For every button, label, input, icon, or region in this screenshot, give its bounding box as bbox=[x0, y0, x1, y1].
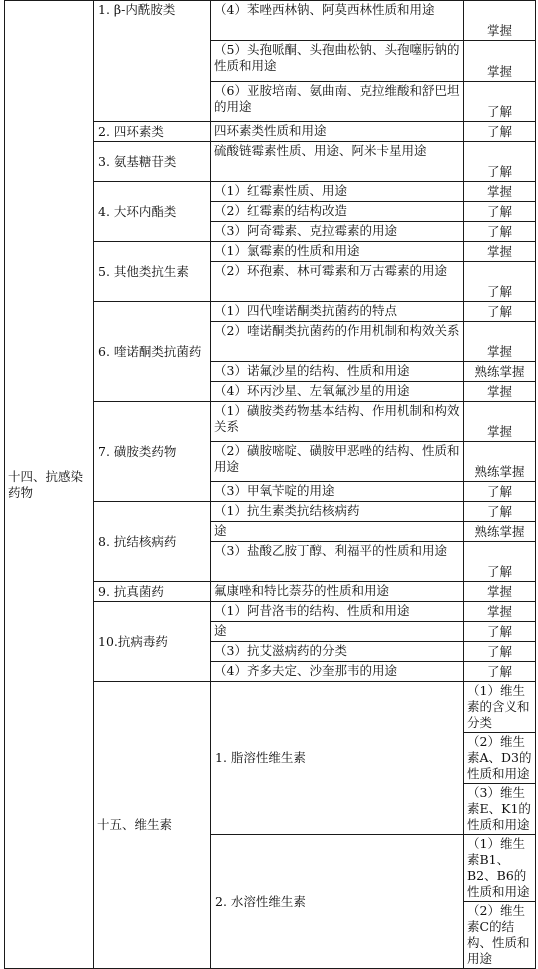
content-cell: 四环素类性质和用途 bbox=[211, 122, 464, 142]
requirement-cell: 掌握 bbox=[464, 402, 536, 442]
content-cell: （2）红霉素的结构改造 bbox=[211, 202, 464, 222]
topic-cell: 1. 脂溶性维生素 bbox=[211, 682, 464, 835]
topic-cell: 6. 喹诺酮类抗菌药 bbox=[94, 302, 211, 402]
requirement-cell: 了解 bbox=[464, 642, 536, 662]
content-cell: （4）齐多夫定、沙奎那韦的用途 bbox=[211, 662, 464, 682]
requirement-cell: 了解 bbox=[464, 202, 536, 222]
requirement-cell: 了解 bbox=[464, 262, 536, 302]
content-cell: 氟康唑和特比萘芬的性质和用途 bbox=[211, 582, 464, 602]
content-cell: （4）环丙沙星、左氧氟沙星的用途 bbox=[211, 382, 464, 402]
table-row bbox=[5, 1, 536, 41]
content-cell: （5）头孢哌酮、头孢曲松钠、头孢噻肟钠的性质和用途 bbox=[211, 41, 464, 82]
topic-cell: 8. 抗结核病药 bbox=[94, 502, 211, 582]
requirement-cell: 掌握 bbox=[464, 602, 536, 622]
requirement-cell: 掌握 bbox=[464, 322, 536, 362]
requirement-cell: 了解 bbox=[464, 622, 536, 642]
content-cell: （1）阿昔洛韦的结构、性质和用途 bbox=[211, 602, 464, 622]
requirement-cell: 了解 bbox=[464, 542, 536, 582]
topic-cell: 2. 水溶性维生素 bbox=[211, 835, 464, 969]
requirement-cell: 了解 bbox=[464, 222, 536, 242]
unit-cell: 十五、维生素 bbox=[94, 682, 211, 969]
requirement-cell: 了解 bbox=[464, 502, 536, 522]
content-cell: （4）苯唑西林钠、阿莫西林性质和用途 bbox=[211, 1, 464, 41]
topic-cell: 10.抗病毒药 bbox=[94, 602, 211, 682]
content-cell: （2）维生素C的结构、性质和用途 bbox=[464, 902, 536, 969]
requirement-cell: 了解 bbox=[464, 482, 536, 502]
content-cell: （3）阿奇霉素、克拉霉素的用途 bbox=[211, 222, 464, 242]
topic-cell: 9. 抗真菌药 bbox=[94, 582, 211, 602]
content-cell: （1）氯霉素的性质和用途 bbox=[211, 242, 464, 262]
requirement-cell: 掌握 bbox=[464, 242, 536, 262]
topic-cell: 4. 大环内酯类 bbox=[94, 182, 211, 242]
unit-cell: 十四、抗感染药物 bbox=[5, 1, 94, 969]
content-cell: （1）红霉素性质、用途 bbox=[211, 182, 464, 202]
content-cell: （3）甲氧苄啶的用途 bbox=[211, 482, 464, 502]
requirement-cell: 了解 bbox=[464, 142, 536, 182]
content-cell: 途 bbox=[211, 622, 464, 642]
content-cell: （1）抗生素类抗结核病药 bbox=[211, 502, 464, 522]
content-cell: （3）盐酸乙胺丁醇、利福平的性质和用途 bbox=[211, 542, 464, 582]
content-cell: （3）诺氟沙星的结构、性质和用途 bbox=[211, 362, 464, 382]
topic-cell: 3. 氨基糖苷类 bbox=[94, 142, 211, 182]
content-cell: （1）维生素B1、B2、B6的性质和用途 bbox=[464, 835, 536, 902]
requirement-cell: 熟练掌握 bbox=[464, 522, 536, 542]
content-cell: （2）环孢素、林可霉素和万古霉素的用途 bbox=[211, 262, 464, 302]
topic-cell: 1. β-内酰胺类 bbox=[94, 1, 211, 122]
requirement-cell: 熟练掌握 bbox=[464, 362, 536, 382]
content-cell: 途 bbox=[211, 522, 464, 542]
requirement-cell: 掌握 bbox=[464, 382, 536, 402]
content-cell: （6）亚胺培南、氨曲南、克拉维酸和舒巴坦的用途 bbox=[211, 82, 464, 122]
requirement-cell: 了解 bbox=[464, 302, 536, 322]
content-cell: （2）喹诺酮类抗菌药的作用机制和构效关系 bbox=[211, 322, 464, 362]
requirement-cell: 掌握 bbox=[464, 41, 536, 82]
requirement-cell: 熟练掌握 bbox=[464, 442, 536, 482]
content-cell: （2）维生素A、D3的性质和用途 bbox=[464, 733, 536, 784]
topic-cell: 2. 四环素类 bbox=[94, 122, 211, 142]
content-cell: （2）磺胺嘧啶、磺胺甲恶唑的结构、性质和用途 bbox=[211, 442, 464, 482]
requirement-cell: 了解 bbox=[464, 662, 536, 682]
requirement-cell: 掌握 bbox=[464, 182, 536, 202]
content-cell: （1）磺胺类药物基本结构、作用机制和构效关系 bbox=[211, 402, 464, 442]
content-cell: （3）抗艾滋病药的分类 bbox=[211, 642, 464, 662]
requirement-cell: 掌握 bbox=[464, 1, 536, 41]
requirement-cell: 了解 bbox=[464, 82, 536, 122]
syllabus-table bbox=[4, 0, 536, 969]
content-cell: （3）维生素E、K1的性质和用途 bbox=[464, 784, 536, 835]
requirement-cell: 掌握 bbox=[464, 582, 536, 602]
content-cell: （1）四代喹诺酮类抗菌药的特点 bbox=[211, 302, 464, 322]
content-cell: （1）维生素的含义和分类 bbox=[464, 682, 536, 733]
topic-cell: 5. 其他类抗生素 bbox=[94, 242, 211, 302]
content-cell: 硫酸链霉素性质、用途、阿米卡星用途 bbox=[211, 142, 464, 182]
requirement-cell: 了解 bbox=[464, 122, 536, 142]
topic-cell: 7. 磺胺类药物 bbox=[94, 402, 211, 502]
